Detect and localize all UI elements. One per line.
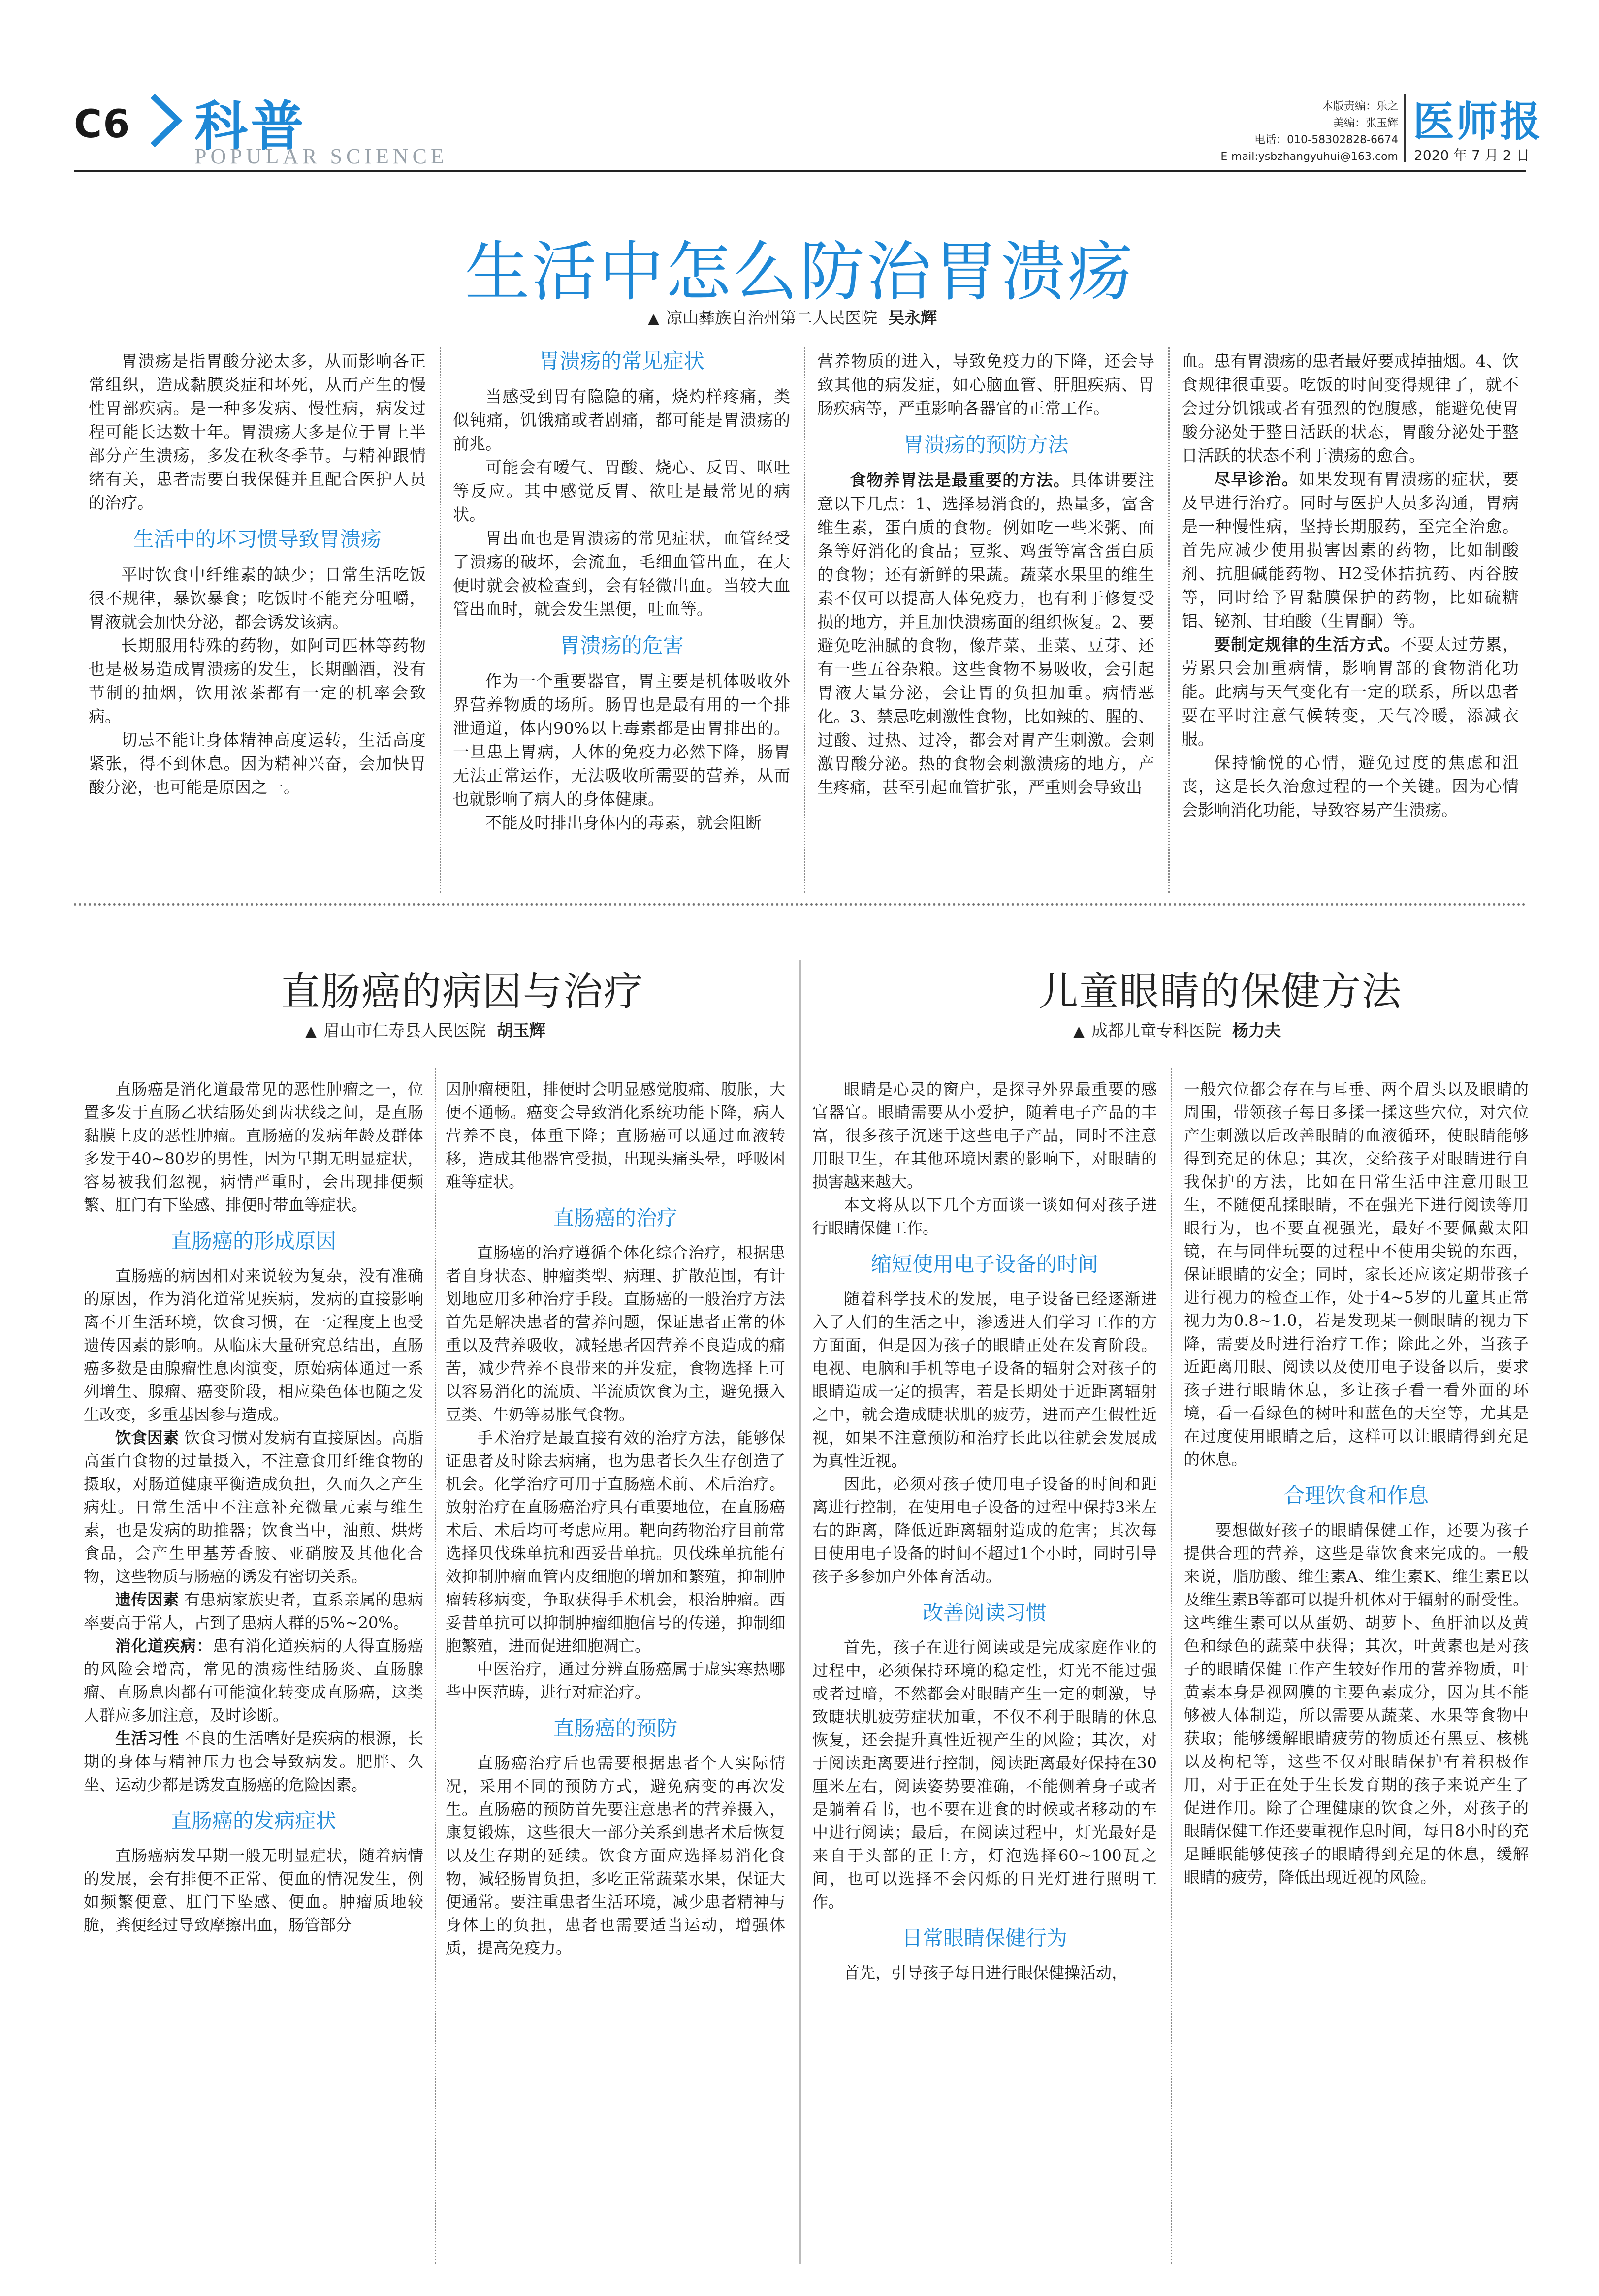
section-heading: 胃溃疡的预防方法: [903, 433, 1069, 457]
paragraph: [84, 1727, 423, 1796]
triangle-icon: ▲: [1073, 1023, 1085, 1040]
section-heading: 直肠癌的预防: [553, 1716, 677, 1740]
paragraph-text: 患有消化道疾病的人得直肠癌的风险会增高，常见的溃疡性结肠炎、直肠腺瘤、直肠息肉都有可能演化转变成直肠癌，这类人群应多加注意，及时诊断。: [84, 1636, 423, 1725]
paragraph: 直肠癌的治疗遵循个体化综合治疗，根据患者自身状态、肿瘤类型、病理、扩散范围，有计划地应用多种治疗手段。直肠癌的一般治疗方法首先是解决患者的营养问题，保证患者正常的体重以及营养吸收，减轻患者因营养不良造成的痛苦，减少营养不良带来的并发症，食物选择上可以容易消化的流质、半流质饮食为主，避免摄入豆类、牛奶等易胀气食物。: [446, 1243, 785, 1424]
article-column: [453, 349, 790, 835]
phone-line: 电话：010-58302828-6674: [1254, 134, 1398, 146]
paragraph: 可能会有嗳气、胃酸、烧心、反胃、呕吐等反应。其中感觉反胃、欲吐是最常见的病状。: [453, 458, 790, 524]
section-heading: 缩短使用电子设备的时间: [870, 1252, 1098, 1276]
section-heading: 直肠癌的治疗: [553, 1206, 677, 1230]
bold-lead: 生活习性: [115, 1729, 179, 1748]
paragraph: 首先，孩子在进行阅读或是完成家庭作业的过程中，必须保持环境的稳定性，灯光不能过强或者过暗，不然都会对眼睛产生一定的刺激，导致睫状肌疲劳症状加重，不仅不利于眼睛的休息恢复，还会提升真性近视产生的风险；其次，对于阅读距离要进行控制，阅读距离最好保持在30厘米左右，阅读姿势要准确，不能侧着身子或者是躺着看书，也不要在进食的时候或者移动的车中进行阅读；最后，在阅读过程中，灯光最好是来自于头部的正上方，灯泡选择60~100瓦之间，也可以选择不会闪烁的日光灯进行照明工作。: [812, 1638, 1157, 1911]
column-divider: [440, 347, 441, 893]
article-column: [446, 1078, 785, 1960]
section-divider: [74, 903, 1526, 906]
bold-lead: 食物养胃法是最重要的方法。: [850, 471, 1071, 490]
paragraph: 一般穴位都会存在与耳垂、两个眉头以及眼睛的周围，带领孩子每日多揉一揉这些穴位，对穴位产生刺激以后改善眼睛的血液循环，使眼睛能够得到充足的休息；其次，交给孩子对眼睛进行自我保护的方法，比如在日常生活中注意用眼卫生，不随便乱揉眼睛，不在强光下进行阅读等用眼行为，也不要直视强光，最好不要佩戴太阳镜，在与同伴玩耍的过程中不使用尖锐的东西，保证眼睛的安全；同时，家长还应该定期带孩子进行视力的检查工作，处于4~5岁的儿童其正常视力为0.8~1.0，若是发现某一侧眼睛的视力下降，需要及时进行治疗工作；除此之外，当孩子近距离用眼、阅读以及使用电子设备以后，要求孩子进行眼睛休息，多让孩子看一看外面的环境，看一看绿色的树叶和蓝色的天空等，尤其是在过度使用眼睛之后，这样可以让眼睛得到充足的休息。: [1184, 1080, 1529, 1469]
paragraph: 直肠癌是消化道最常见的恶性肿瘤之一，位置多发于直肠乙状结肠处到齿状线之间，是直肠黏膜上皮的恶性肿瘤。直肠癌的发病年龄及群体多发于40~80岁的男性，因为早期无明显症状，容易被我们忽视，病情严重时，会出现排便频繁、肛门有下坠感、排便时带血等症状。: [84, 1080, 423, 1214]
byline-author: 吴永辉: [888, 308, 937, 327]
paragraph: 作为一个重要器官，胃主要是机体吸收外界营养物质的场所。肠胃也是最有用的一个排泄通道，体内90%以上毒素都是由胃排出的。一旦患上胃病，人体的免疫力必然下降，肠胃无法正常运作，无法吸收所需要的营养，从而也就影响了病人的身体健康。: [453, 671, 790, 809]
paragraph: 血。患有胃溃疡的患者最好要戒掉抽烟。4、饮食规律很重要。吃饭的时间变得规律了，就不会过分饥饿或者有强烈的饱腹感，能避免使胃酸分泌处于整日活跃的状态，胃酸分泌处于整日活跃的状态不利于溃疡的愈合。: [1182, 351, 1519, 465]
article-column: [817, 349, 1154, 799]
article-title: 儿童眼睛的保健方法: [1039, 969, 1402, 1014]
paragraph-text: 如果发现有胃溃疡的症状，要及早进行治疗。同时与医护人员多沟通，胃病是一种慢性病，坚持长期服药，至完全治愈。首先应减少使用损害因素的药物，比如制酸剂、抗胆碱能药物、H2受体拮抗药、丙谷胺等，同时给予胃黏膜保护的药物，比如硫糖铝、铋剂、甘珀酸（生胃酮）等。: [1182, 470, 1519, 630]
triangle-icon: ▲: [648, 310, 660, 327]
header-rule: [74, 170, 1526, 172]
paragraph-text: 具体讲要注意以下几点：1、选择易消食的，热量多，富含维生素，蛋白质的食物。例如吃一些米粥、面条等好消化的食品；豆浆、鸡蛋等富含蛋白质的食物；还有新鲜的果蔬。蔬菜水果里的维生素不仅可以提高人体免疫力，也有利于修复受损的地方，并且加快溃疡面的组织恢复。2、要避免吃油腻的食物，像芹菜、韭菜、豆芽、还有一些五谷杂粮。这些食物不易吸收，会引起胃液大量分泌，会让胃的负担加重。病情恶化。3、禁忌吃刺激性食物，比如辣的、腥的、过酸、过热、过冷，都会对胃产生刺激。会刺激胃酸分泌。热的食物会刺激溃疡的地方，产生疼痛，甚至引起血管扩张，严重则会导致出: [817, 471, 1155, 797]
article-title: 直肠癌的病因与治疗: [281, 969, 644, 1014]
article-byline: [1073, 1018, 1281, 1041]
section-subtitle: POPULAR SCIENCE: [194, 144, 448, 168]
section-heading: 直肠癌的发病症状: [170, 1809, 336, 1833]
editor-info: [1182, 98, 1398, 165]
paragraph: 营养物质的进入，导致免疫力的下降，还会导致其他的病发症，如心脑血管、肝胆疾病、胃肠疾病等，严重影响各器官的正常工作。: [817, 351, 1154, 418]
article-column: [1184, 1078, 1529, 1889]
article-column: [812, 1078, 1157, 1984]
column-divider: [1171, 1068, 1172, 2264]
article-divider: [799, 960, 801, 2264]
byline-org: 凉山彝族自治州第二人民医院: [666, 308, 878, 327]
column-divider: [804, 347, 805, 893]
paragraph: 不能及时排出身体内的毒素，就会阻断: [485, 813, 762, 832]
paragraph: 中医治疗，通过分辨直肠癌属于虚实寒热哪些中医范畴，进行对症治疗。: [446, 1660, 785, 1701]
paragraph: 直肠癌治疗后也需要根据患者个人实际情况，采用不同的预防方式，避免病变的再次发生。直肠癌的预防首先要注意患者的营养摄入，康复锻炼，这些很大一部分关系到患者术后恢复以及生存期的延续。饮食方面应选择易消化食物，减轻肠胃负担，多吃正常蔬菜水果，保证大便通常。要注重患者生活环境，减少患者精神与身体上的负担，患者也需要适当运动，增强体质，提高免疫力。: [446, 1754, 785, 1957]
paragraph: 随着科学技术的发展，电子设备已经逐渐进入了人们的生活之中，渗透进人们学习工作的方方面面，但是因为孩子的眼睛正处在发育阶段。电视、电脑和手机等电子设备的辐射会对孩子的眼睛造成一定的损害，若是长期处于近距离辐射之中，就会造成睫状肌的疲劳，进而产生假性近视，如果不注意预防和治疗长此以往就会发展成为真性近视。: [812, 1290, 1157, 1470]
section-heading: 合理饮食和作息: [1283, 1483, 1429, 1508]
section-heading: 改善阅读习惯: [922, 1601, 1047, 1625]
byline-org: 成都儿童专科医院: [1091, 1021, 1222, 1040]
section-heading: 胃溃疡的常见症状: [539, 349, 704, 373]
paragraph-text: 饮食习惯对发病有直接原因。高脂高蛋白食物的过量摄入，不注意食用纤维食物的摄取，对肠道健康平衡造成负担，久而久之产生病灶。日常生活中不注意补充微量元素与维生素，也是发病的助推器；饮食当中，油煎、烘烤食品，会产生甲基芳香胺、亚硝胺及其他化合物，这些物质与肠癌的诱发有密切关系。: [84, 1428, 423, 1586]
byline-author: 胡玉辉: [497, 1021, 546, 1040]
article-column: [84, 1078, 423, 1937]
paragraph: 直肠癌的病因相对来说较为复杂，没有准确的原因，作为消化道常见疾病，发病的直接影响离不开生活环境，饮食习惯，在一定程度上也受遗传因素的影响。从临床大量研究总结出，直肠癌多数是由腺瘤性息肉演变，原始病体通过一系列增生、腺瘤、癌变阶段，相应染色体也随之发生改变，多重基因参与造成。: [84, 1266, 423, 1424]
paragraph: [1182, 633, 1519, 751]
paragraph: [84, 1426, 423, 1588]
paragraph: 胃溃疡是指胃酸分泌太多，从而影响各正常组织，造成黏膜炎症和坏死，从而产生的慢性胃部疾病。是一种多发病、慢性病，病发过程可能长达数十年。胃溃疡大多是位于胃上半部分产生溃疡，多发在秋冬季节。与精神跟情绪有关，患者需要自我保健并且配合医护人员的治疗。: [89, 351, 426, 512]
paragraph: 胃出血也是胃溃疡的常见症状，血管经受了溃疡的破坏，会流血，毛细血管出血，在大便时就会被检查到，会有轻微出血。当较大血管出血时，就会发生黑便，吐血等。: [453, 529, 790, 619]
bold-lead: 消化道疾病：: [115, 1636, 213, 1655]
paragraph: 平时饮食中纤维素的缺少；日常生活吃饭很不规律，暴饮暴食；吃饭时不能充分咀嚼，胃液就会加快分泌，都会诱发该病。: [89, 565, 426, 631]
bold-lead: 要制定规律的生活方式。: [1214, 635, 1401, 654]
article-byline: [648, 305, 937, 328]
column-divider: [435, 1068, 436, 2264]
paragraph: 切忌不能让身体精神高度运转，生活高度紧张，得不到休息。因为精神兴奋，会加快胃酸分泌，也可能是原因之一。: [89, 730, 426, 797]
issue-date: 2020 年 7 月 2 日: [1414, 147, 1530, 163]
designer-line: 美编：张玉辉: [1333, 117, 1398, 129]
header-divider: [1404, 94, 1406, 162]
paragraph: [84, 1635, 423, 1727]
email-line: E-mail:ysbzhangyuhui@163.com: [1220, 151, 1398, 163]
paragraph: 直肠癌病发早期一般无明显症状，随着病情的发展，会有排便不正常、便血的情况发生，例如频繁便意、肛门下坠感、便血。肿瘤质地较脆，粪便经过导致摩擦出血，肠管部分: [84, 1846, 423, 1934]
paragraph-text: 有患病家族史者，直系亲属的患病率要高于常人，占到了患病人群的5%~20%。: [84, 1590, 423, 1632]
paragraph: 眼睛是心灵的窗户，是探寻外界最重要的感官器官。眼睛需要从小爱护，随着电子产品的丰富，很多孩子沉迷于这些电子产品，同时不注意用眼卫生，在其他环境因素的影响下，对眼睛的损害越来越大。: [812, 1080, 1157, 1191]
paragraph: [817, 469, 1154, 799]
bold-lead: 遗传因素: [115, 1590, 179, 1609]
paragraph: 因肿瘤梗阻，排便时会明显感觉腹痛、腹胀，大便不通畅。癌变会导致消化系统功能下降，病人营养不良，体重下降；直肠癌可以通过血液转移，造成其他器官受损，出现头痛头晕，呼吸困难等症状。: [446, 1080, 785, 1191]
section-heading: 生活中的坏习惯导致胃溃疡: [133, 527, 382, 551]
section-heading: 直肠癌的形成原因: [170, 1229, 336, 1253]
paragraph-text: 不良的生活嗜好是疾病的根源，长期的身体与精神压力也会导致病发。肥胖、久坐、运动少都是诱发直肠癌的危险因素。: [84, 1729, 423, 1794]
article-title: 生活中怎么防治胃溃疡: [465, 234, 1134, 310]
column-divider: [1168, 347, 1170, 893]
paragraph: 要想做好孩子的眼睛保健工作，还要为孩子提供合理的营养，这些是靠饮食来完成的。一般来说，脂肪酸、维生素A、维生素K、维生素E以及维生素B等都可以提升机体对于辐射的耐受性。这些维生素可以从蛋奶、胡萝卜、鱼肝油以及黄色和绿色的蔬菜中获得；其次，叶黄素也是对孩子的眼睛保健工作产生较好作用的营养物质，叶黄素本身是视网膜的主要色素成分，因为其不能够被人体制造，所以需要从蔬菜、水果等食物中获取；能够缓解眼睛疲劳的物质还有黑豆、核桃以及枸杞等，这些不仅对眼睛保护有着积极作用，对于正在处于生长发育期的孩子来说产生了促进作用。除了合理健康的饮食之外，对孩子的眼睛保健工作还要重视作息时间，每日8小时的充足睡眠能够使孩子的眼睛得到充足的休息，缓解眼睛的疲劳，降低出现近视的风险。: [1184, 1521, 1529, 1887]
article-column: [89, 349, 426, 799]
byline-author: 杨力夫: [1232, 1021, 1281, 1040]
newspaper-logo: 医师报: [1413, 97, 1543, 146]
article-byline: [305, 1018, 545, 1041]
editor-line: 本版责编：乐之: [1322, 100, 1398, 113]
byline-org: 眉山市仁寿县人民医院: [323, 1021, 486, 1040]
bold-lead: 尽早诊治。: [1214, 470, 1299, 489]
article-column: [1182, 349, 1519, 822]
paragraph-text: 不要太过劳累，劳累只会加重病情，影响胃部的食物消化功能。此病与天气变化有一定的联系，所以患者要在平时注意气候转变，天气冷暖，添减衣服。: [1182, 635, 1519, 749]
bold-lead: 饮食因素: [115, 1428, 179, 1447]
paragraph: 本文将从以下几个方面谈一谈如何对孩子进行眼睛保健工作。: [812, 1195, 1157, 1237]
page-number: C6: [74, 102, 131, 147]
triangle-icon: ▲: [305, 1023, 317, 1040]
section-heading: 日常眼睛保健行为: [901, 1926, 1067, 1950]
section-heading: 胃溃疡的危害: [559, 633, 684, 658]
paragraph: 长期服用特殊的药物，如阿司匹林等药物也是极易造成胃溃疡的发生，长期酗酒，没有节制的抽烟，饮用浓茶都有一定的机率会致病。: [89, 636, 426, 726]
paragraph: 手术治疗是最直接有效的治疗方法，能够保证患者及时除去病痛，也为患者长久生存创造了机会。化学治疗可用于直肠癌术前、术后治疗。放射治疗在直肠癌治疗具有重要地位，在直肠癌术后、术后均可考虑应用。靶向药物治疗目前常选择贝伐珠单抗和西妥昔单抗。贝伐珠单抗能有效抑制肿瘤血管内皮细胞的增加和繁殖，抑制肿瘤转移病变，争取获得手术机会，根治肿瘤。西妥昔单抗可以抑制肿瘤细胞信号的传递，抑制细胞繁殖，进而促进细胞凋亡。: [446, 1428, 785, 1655]
paragraph: 首先，引导孩子每日进行眼保健操活动，: [844, 1963, 1128, 1982]
paragraph: [84, 1588, 423, 1635]
paragraph: 因此，必须对孩子使用电子设备的时间和距离进行控制，在使用电子设备的过程中保持3米左右的距离，降低近距离辐射造成的危害；其次每日使用电子设备的时间不超过1个小时，同时引导孩子多参加户外体育活动。: [812, 1475, 1157, 1586]
section-title: 科普: [194, 96, 307, 157]
chevron-right-icon: [148, 94, 187, 148]
paragraph: 保持愉悦的心情，避免过度的焦虑和沮丧，这是长久治愈过程的一个关键。因为心情会影响消化功能，导致容易产生溃疡。: [1182, 753, 1519, 819]
paragraph: 当感受到胃有隐隐的痛，烧灼样疼痛，类似钝痛，饥饿痛或者剧痛，都可能是胃溃疡的前兆。: [453, 387, 790, 453]
paragraph: [1182, 468, 1519, 633]
